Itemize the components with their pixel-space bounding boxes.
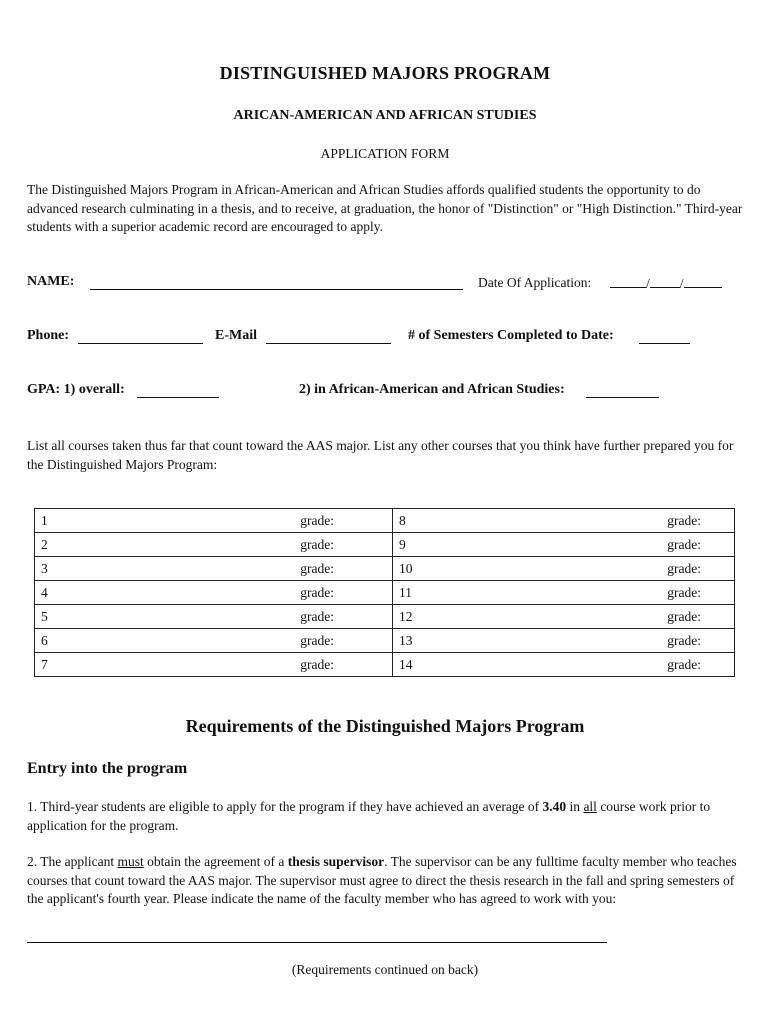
course-number: 11 [399, 584, 412, 600]
grade-label: grade: [667, 632, 701, 648]
course-cell-left[interactable] [35, 557, 393, 581]
gpa-overall-field[interactable] [137, 384, 219, 398]
gpa-aas-field[interactable] [586, 384, 659, 398]
grade-label: grade: [667, 512, 701, 528]
emphasis-all: all [583, 799, 597, 814]
requirement-2-text: 2. The applicant [27, 854, 118, 869]
course-row [35, 509, 735, 533]
department-subtitle: ARICAN-AMERICAN AND AFRICAN STUDIES [233, 108, 537, 123]
course-number: 6 [41, 632, 48, 648]
gpa-aas-label: 2) in African-American and African Studies: [299, 382, 565, 397]
requirement-item-1 [27, 798, 745, 835]
requirement-1-text: in [566, 799, 584, 814]
emphasis-must: must [117, 854, 144, 869]
course-number: 12 [399, 608, 413, 624]
entry-heading: Entry into the program [27, 760, 188, 777]
course-number: 5 [41, 608, 48, 624]
gpa-overall-label: GPA: 1) overall: [27, 382, 125, 397]
continued-note: (Requirements continued on back) [291, 962, 479, 977]
semesters-completed-label: # of Semesters Completed to Date: [408, 328, 614, 343]
grade-label: grade: [300, 608, 334, 624]
course-cell-right[interactable] [393, 509, 735, 533]
course-cell-right[interactable] [393, 629, 735, 653]
grade-label: grade: [300, 512, 334, 528]
grade-label: grade: [667, 560, 701, 576]
grade-label: grade: [300, 656, 334, 672]
grade-label: grade: [300, 584, 334, 600]
form-label: APPLICATION FORM [320, 146, 450, 161]
grade-label: grade: [667, 608, 701, 624]
requirement-1-text: course work prior to application for the program. [27, 799, 711, 833]
course-row [35, 653, 735, 677]
email-label: E-Mail [215, 328, 257, 343]
requirement-2-text: obtain the agreement of a [143, 854, 288, 869]
faculty-name-field[interactable] [27, 942, 607, 943]
requirements-title: Requirements of the Distinguished Majors Program [185, 716, 585, 736]
course-row [35, 557, 735, 581]
intro-paragraph: The Distinguished Majors Program in African-American and African Studies affords qualified students the opportunity to do advanced research culminating in a thesis, and to receive, at graduation, the honor of "Distinction" or "High Distinction." Third-year students with a superior academic record are encouraged to apply. [27, 182, 743, 234]
requirement-1-text: 1. Third-year students are eligible to apply for the program if they have achieved an average of [27, 799, 543, 814]
name-label: NAME: [27, 274, 75, 289]
grade-label: grade: [667, 584, 701, 600]
course-number: 2 [41, 536, 48, 552]
email-field[interactable] [266, 330, 391, 344]
course-cell-right[interactable] [393, 557, 735, 581]
phone-field[interactable] [78, 330, 203, 344]
course-cell-left[interactable] [35, 653, 393, 677]
date-of-application-field[interactable] [610, 275, 722, 292]
course-row [35, 629, 735, 653]
requirement-item-2 [27, 853, 745, 909]
date-separator: / [646, 276, 650, 291]
course-number: 13 [399, 632, 413, 648]
courses-table [34, 508, 735, 677]
course-number: 7 [41, 656, 48, 672]
date-separator: / [679, 276, 684, 291]
course-number: 10 [399, 560, 413, 576]
course-cell-left[interactable] [35, 581, 393, 605]
course-cell-left[interactable] [35, 605, 393, 629]
name-field[interactable] [90, 276, 463, 290]
courses-instructions: List all courses taken thus far that count toward the AAS major. List any other courses that you think have further prepared you for the Distinguished Majors Program: [27, 438, 734, 472]
course-row [35, 605, 735, 629]
course-row [35, 581, 735, 605]
requirement-2-text: . The supervisor can be any fulltime faculty member who teaches courses that count toward the AAS major. The supervisor must agree to direct the thesis research in the fall and spring semesters of the applicant's fourth year. Please indicate the name of the faculty member who has agreed to work with you: [27, 854, 737, 906]
grade-label: grade: [300, 632, 334, 648]
course-cell-left[interactable] [35, 533, 393, 557]
course-cell-right[interactable] [393, 605, 735, 629]
course-number: 14 [399, 656, 413, 672]
course-cell-left[interactable] [35, 629, 393, 653]
gpa-threshold: 3.40 [542, 799, 567, 814]
course-cell-left[interactable] [35, 509, 393, 533]
course-cell-right[interactable] [393, 581, 735, 605]
phone-label: Phone: [27, 328, 69, 343]
grade-label: grade: [667, 656, 701, 672]
course-number: 3 [41, 560, 48, 576]
page-title: DISTINGUISHED MAJORS PROGRAM [219, 63, 551, 83]
semesters-completed-field[interactable] [639, 330, 690, 344]
course-number: 8 [399, 512, 406, 528]
date-of-application-label: Date Of Application: [478, 275, 592, 290]
course-cell-right[interactable] [393, 533, 735, 557]
course-row [35, 533, 735, 557]
course-cell-right[interactable] [393, 653, 735, 677]
thesis-supervisor-term: thesis supervisor [287, 854, 385, 869]
grade-label: grade: [667, 536, 701, 552]
course-number: 9 [399, 536, 406, 552]
grade-label: grade: [300, 536, 334, 552]
course-number: 4 [41, 584, 48, 600]
course-number: 1 [41, 512, 48, 528]
grade-label: grade: [300, 560, 334, 576]
